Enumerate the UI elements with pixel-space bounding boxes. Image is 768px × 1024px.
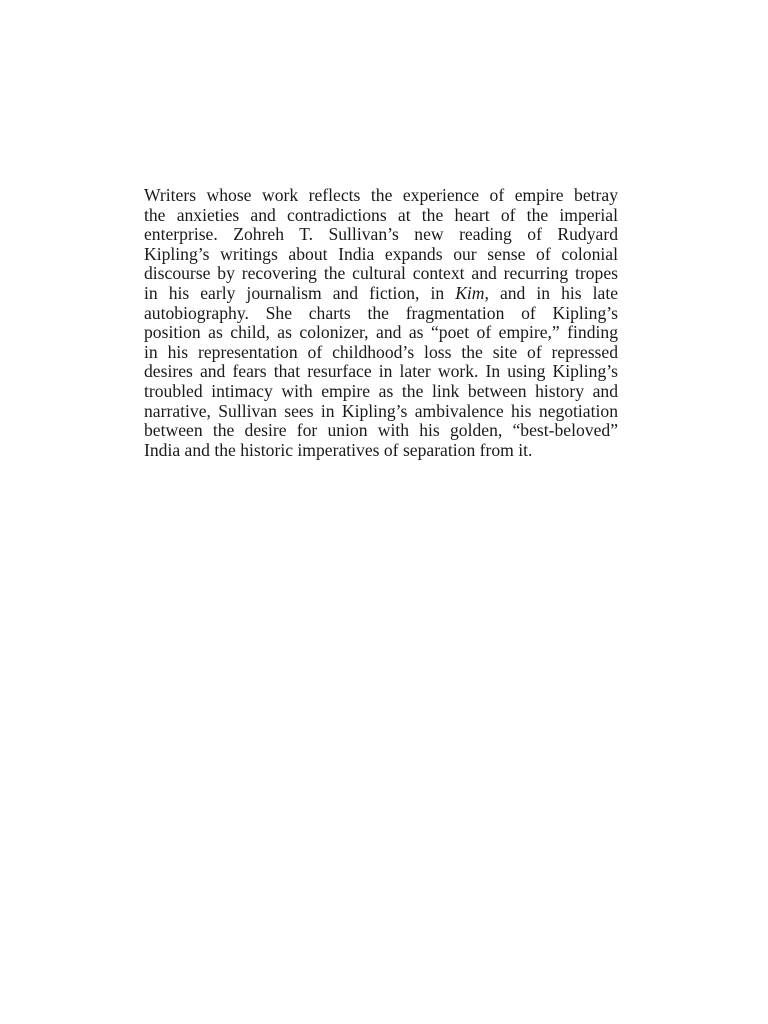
text-line: enterprise. Zohreh T. Sullivan’s new reading of Rudyard xyxy=(144,224,618,245)
text-fragment: and in his late xyxy=(499,282,619,303)
text-line-with-title xyxy=(144,284,618,304)
text-line: discourse by recovering the cultural context and recurring tropes xyxy=(144,263,618,284)
book-description xyxy=(144,186,618,460)
text-line: in his representation of childhood’s loss the site of repressed xyxy=(144,341,618,362)
text-line: autobiography. She charts the fragmentation of Kipling’s xyxy=(144,302,618,323)
text-line: the anxieties and contradictions at the heart of the imperial xyxy=(144,204,618,225)
text-line: narrative, Sullivan sees in Kipling’s ambivalence his negotiation xyxy=(144,400,618,421)
text-line: Kipling’s writings about India expands our sense of colonial xyxy=(144,243,618,264)
text-line: position as child, as colonizer, and as “poet of empire,” finding xyxy=(144,322,618,343)
text-fragment: in his early journalism and fiction, in xyxy=(144,282,445,303)
text-line: India and the historic imperatives of separation from it. xyxy=(144,439,533,460)
book-title-kim: Kim, xyxy=(455,282,489,303)
text-line: Writers whose work reflects the experience of empire betray xyxy=(144,185,618,205)
text-line: troubled intimacy with empire as the link between history and xyxy=(144,380,618,401)
text-line: between the desire for union with his golden, “best-beloved” xyxy=(144,420,618,441)
text-line: desires and fears that resurface in later work. In using Kipling’s xyxy=(144,361,618,382)
